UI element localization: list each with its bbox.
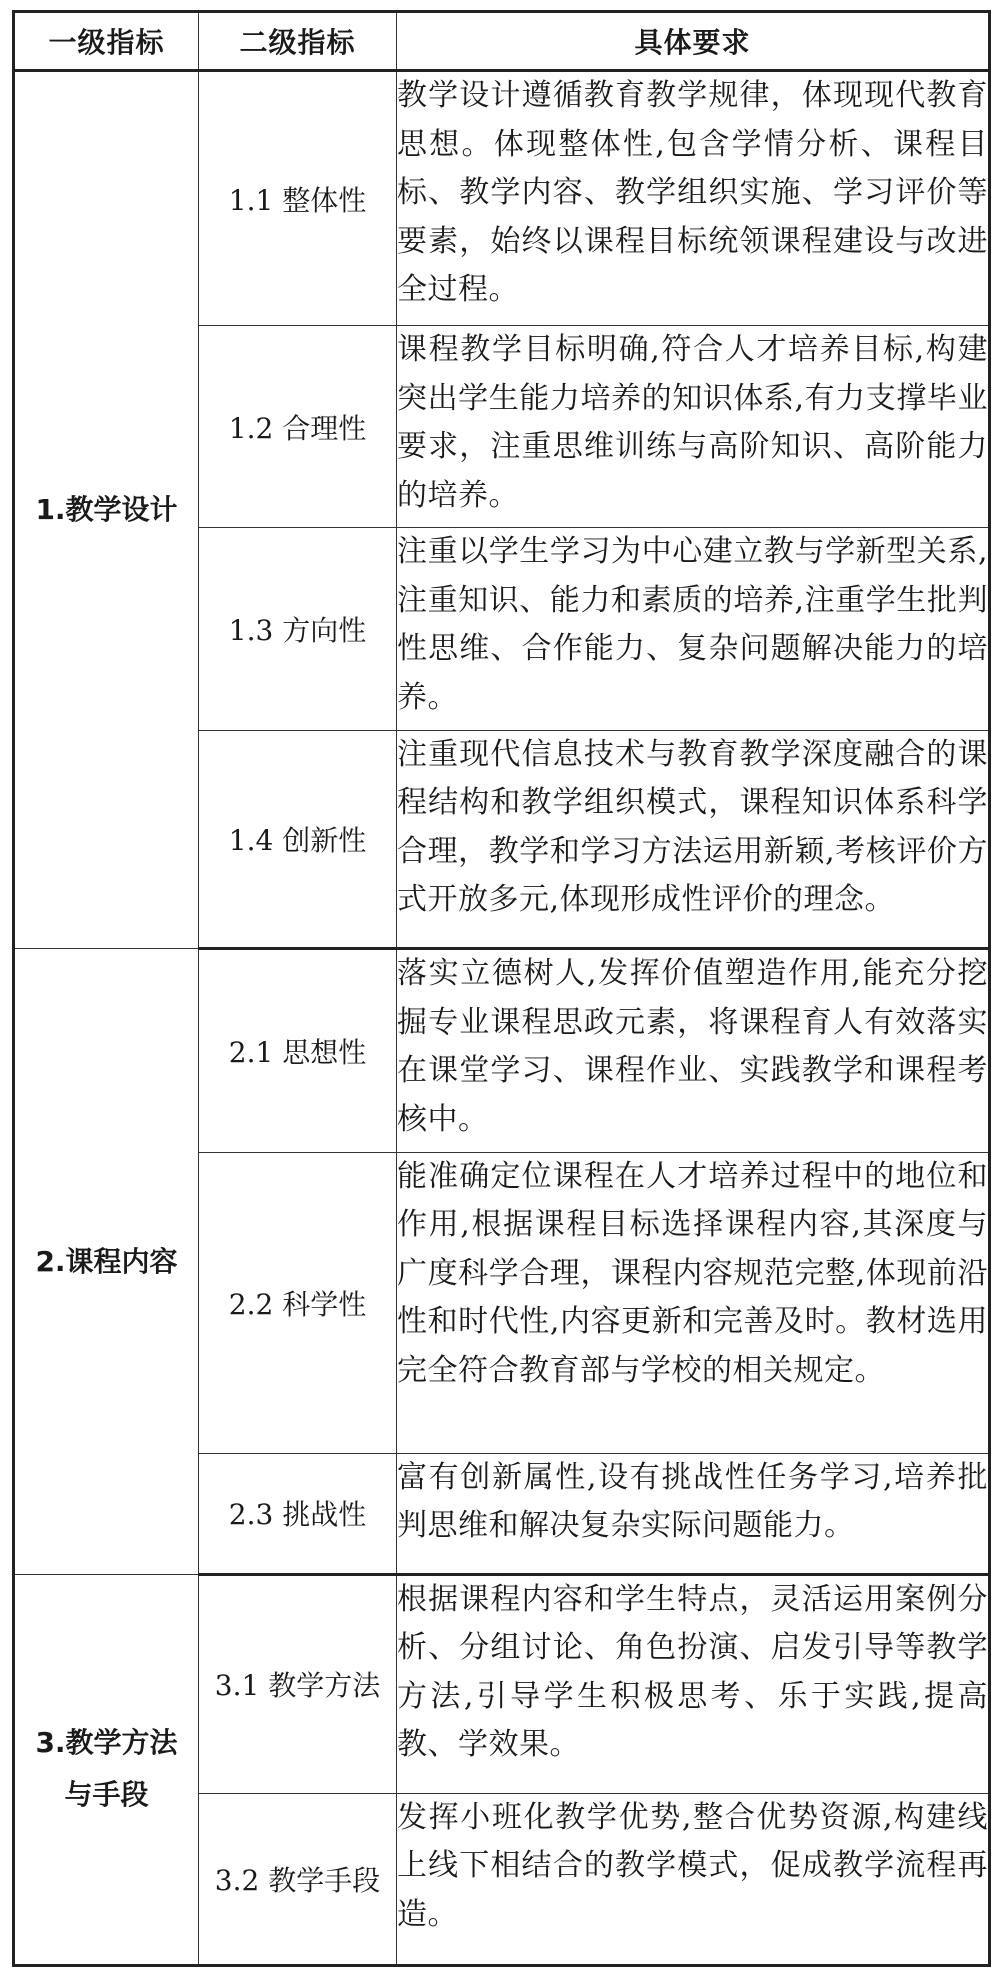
requirement-text: 注重以学生学习为中心建立教与学新型关系,注重知识、能力和素质的培养,注重学生批判性思维、合作能力、复杂问题解决能力的培养。 xyxy=(397,528,990,730)
level2-indicator: 3.2 教学手段 xyxy=(199,1793,397,1965)
requirement-text: 注重现代信息技术与教育教学深度融合的课程结构和教学组织模式，课程知识体系科学合理，教学和学习方法运用新颖,考核评价方式开放多元,体现形成性评价的理念。 xyxy=(397,730,990,949)
requirement-text: 落实立德树人,发挥价值塑造作用,能充分挖掘专业课程思政元素，将课程育人有效落实在课堂学习、课程作业、实践教学和课程考核中。 xyxy=(397,949,990,1152)
header-row xyxy=(14,12,990,71)
table-row xyxy=(14,1574,990,1793)
level1-line-1: 3.教学方法 xyxy=(35,1726,178,1760)
requirement-text: 课程教学目标明确,符合人才培养目标,构建突出学生能力培养的知识体系,有力支撑毕业要求，注重思维训练与高阶知识、高阶能力的培养。 xyxy=(397,326,990,528)
level2-indicator: 2.2 科学性 xyxy=(199,1152,397,1453)
level1-indicator-content: 2.课程内容 xyxy=(14,949,199,1574)
level2-indicator: 1.2 合理性 xyxy=(199,326,397,528)
level2-indicator: 2.1 思想性 xyxy=(199,949,397,1152)
requirement-text: 能准确定位课程在人才培养过程中的地位和作用,根据课程目标选择课程内容,其深度与广度科学合理，课程内容规范完整,体现前沿性和时代性,内容更新和完善及时。教材选用完全符合教育部与学校的相关规定。 xyxy=(397,1152,990,1453)
level2-indicator: 3.1 教学方法 xyxy=(199,1574,397,1793)
level2-indicator: 1.3 方向性 xyxy=(199,528,397,730)
table-row xyxy=(14,71,990,326)
requirement-text: 根据课程内容和学生特点，灵活运用案例分析、分组讨论、角色扮演、启发引导等教学方法,引导学生积极思考、乐于实践,提高教、学效果。 xyxy=(397,1574,990,1793)
level2-indicator: 2.3 挑战性 xyxy=(199,1453,397,1574)
level2-indicator: 1.4 创新性 xyxy=(199,730,397,949)
level2-indicator: 1.1 整体性 xyxy=(199,71,397,326)
level1-line-2: 与手段 xyxy=(64,1778,149,1812)
requirement-text: 富有创新属性,设有挑战性任务学习,培养批判思维和解决复杂实际问题能力。 xyxy=(397,1453,990,1574)
level1-indicator-design: 1.教学设计 xyxy=(14,71,199,949)
evaluation-criteria-table xyxy=(12,10,991,1967)
header-level1: 一级指标 xyxy=(14,12,199,71)
requirement-text: 教学设计遵循教育教学规律，体现现代教育思想。体现整体性,包含学情分析、课程目标、教学内容、教学组织实施、学习评价等要素，始终以课程目标统领课程建设与改进全过程。 xyxy=(397,71,990,326)
header-level2: 二级指标 xyxy=(199,12,397,71)
level1-indicator-methods xyxy=(14,1574,199,1965)
criteria-table-container xyxy=(12,10,988,1967)
header-requirements: 具体要求 xyxy=(397,12,990,71)
requirement-text: 发挥小班化教学优势,整合优势资源,构建线上线下相结合的教学模式，促成教学流程再造。 xyxy=(397,1793,990,1965)
table-row xyxy=(14,949,990,1152)
